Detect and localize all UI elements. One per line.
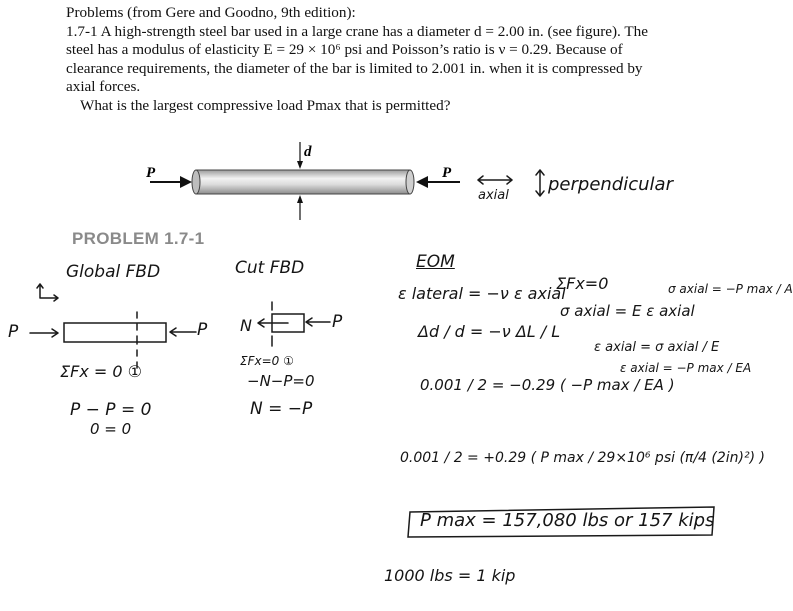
global-sum-fx: ΣFx = 0 ① xyxy=(60,362,142,381)
axial-stress-def: σ axial = −P max / A xyxy=(668,282,793,296)
cut-eq-2: N = −P xyxy=(250,399,313,419)
substitution-eq-2: 0.001 / 2 = +0.29 ( P max / 29×10⁶ psi (π/4 (2in)²) ) xyxy=(400,450,765,466)
figure-diameter: d xyxy=(304,144,312,160)
delta-d-eq: Δd / d = −ν ΔL / L xyxy=(418,322,561,341)
cut-fbd-sketch xyxy=(258,302,330,346)
global-fbd-title: Global FBD xyxy=(66,262,161,282)
perpendicular-label: perpendicular xyxy=(548,174,673,195)
substitution-eq-1: 0.001 / 2 = −0.29 ( −P max / EA ) xyxy=(420,376,675,394)
cut-p-label: P xyxy=(332,312,343,332)
global-p-left: P xyxy=(8,322,19,342)
hooke-law-eq: σ axial = E ε axial xyxy=(560,302,695,320)
problem-header: Problems (from Gere and Goodno, 9th edition): xyxy=(66,4,356,21)
right-load-arrow xyxy=(416,176,460,188)
sum-fx-eq: ΣFx=0 xyxy=(556,274,609,293)
left-load-arrow xyxy=(150,176,192,188)
unit-conversion: 1000 lbs = 1 kip xyxy=(384,566,516,585)
eom-label: EOM xyxy=(416,252,455,272)
global-eq-2: 0 = 0 xyxy=(90,420,132,438)
axial-arrow-icon xyxy=(478,176,512,184)
statement-line-4: axial forces. xyxy=(66,78,141,95)
global-fbd-sketch xyxy=(30,312,196,368)
statement-line-1: 1.7-1 A high-strength steel bar used in a large crane has a diameter d = 2.00 in. (see figure). The xyxy=(66,22,648,40)
statement-line-3: clearance requirements, the diameter of the bar is limited to 2.001 in. when it is compressed by xyxy=(66,59,643,77)
statement-line-2: steel has a modulus of elasticity E = 29 × 10⁶ psi and Poisson’s ratio is ν = 0.29. Because of xyxy=(66,41,623,58)
figure-load-left: P xyxy=(146,165,156,181)
figure-load-right: P xyxy=(442,165,452,181)
steel-bar xyxy=(192,170,414,194)
axial-strain-load: ε axial = −P max / EA xyxy=(620,361,752,375)
axial-label: axial xyxy=(478,188,509,203)
global-eq-1: P − P = 0 xyxy=(70,400,152,420)
cut-fbd-title: Cut FBD xyxy=(235,258,305,278)
perpendicular-arrow-icon xyxy=(536,170,544,196)
axial-strain-stress: ε axial = σ axial / E xyxy=(594,340,720,355)
problem-figure-title: PROBLEM 1.7-1 xyxy=(72,229,205,248)
cut-sum-fx: ΣFx=0 ① xyxy=(240,354,294,368)
axes-icon xyxy=(37,284,58,301)
global-p-right: P xyxy=(197,320,208,340)
final-result: P max = 157,080 lbs or 157 kips xyxy=(420,510,715,531)
cut-eq-1: −N−P=0 xyxy=(247,372,315,390)
cut-n-label: N xyxy=(240,316,252,335)
problem-question: What is the largest compressive load Pmax that is permitted? xyxy=(80,96,451,114)
lateral-strain-eq: ε lateral = −ν ε axial xyxy=(398,284,566,303)
